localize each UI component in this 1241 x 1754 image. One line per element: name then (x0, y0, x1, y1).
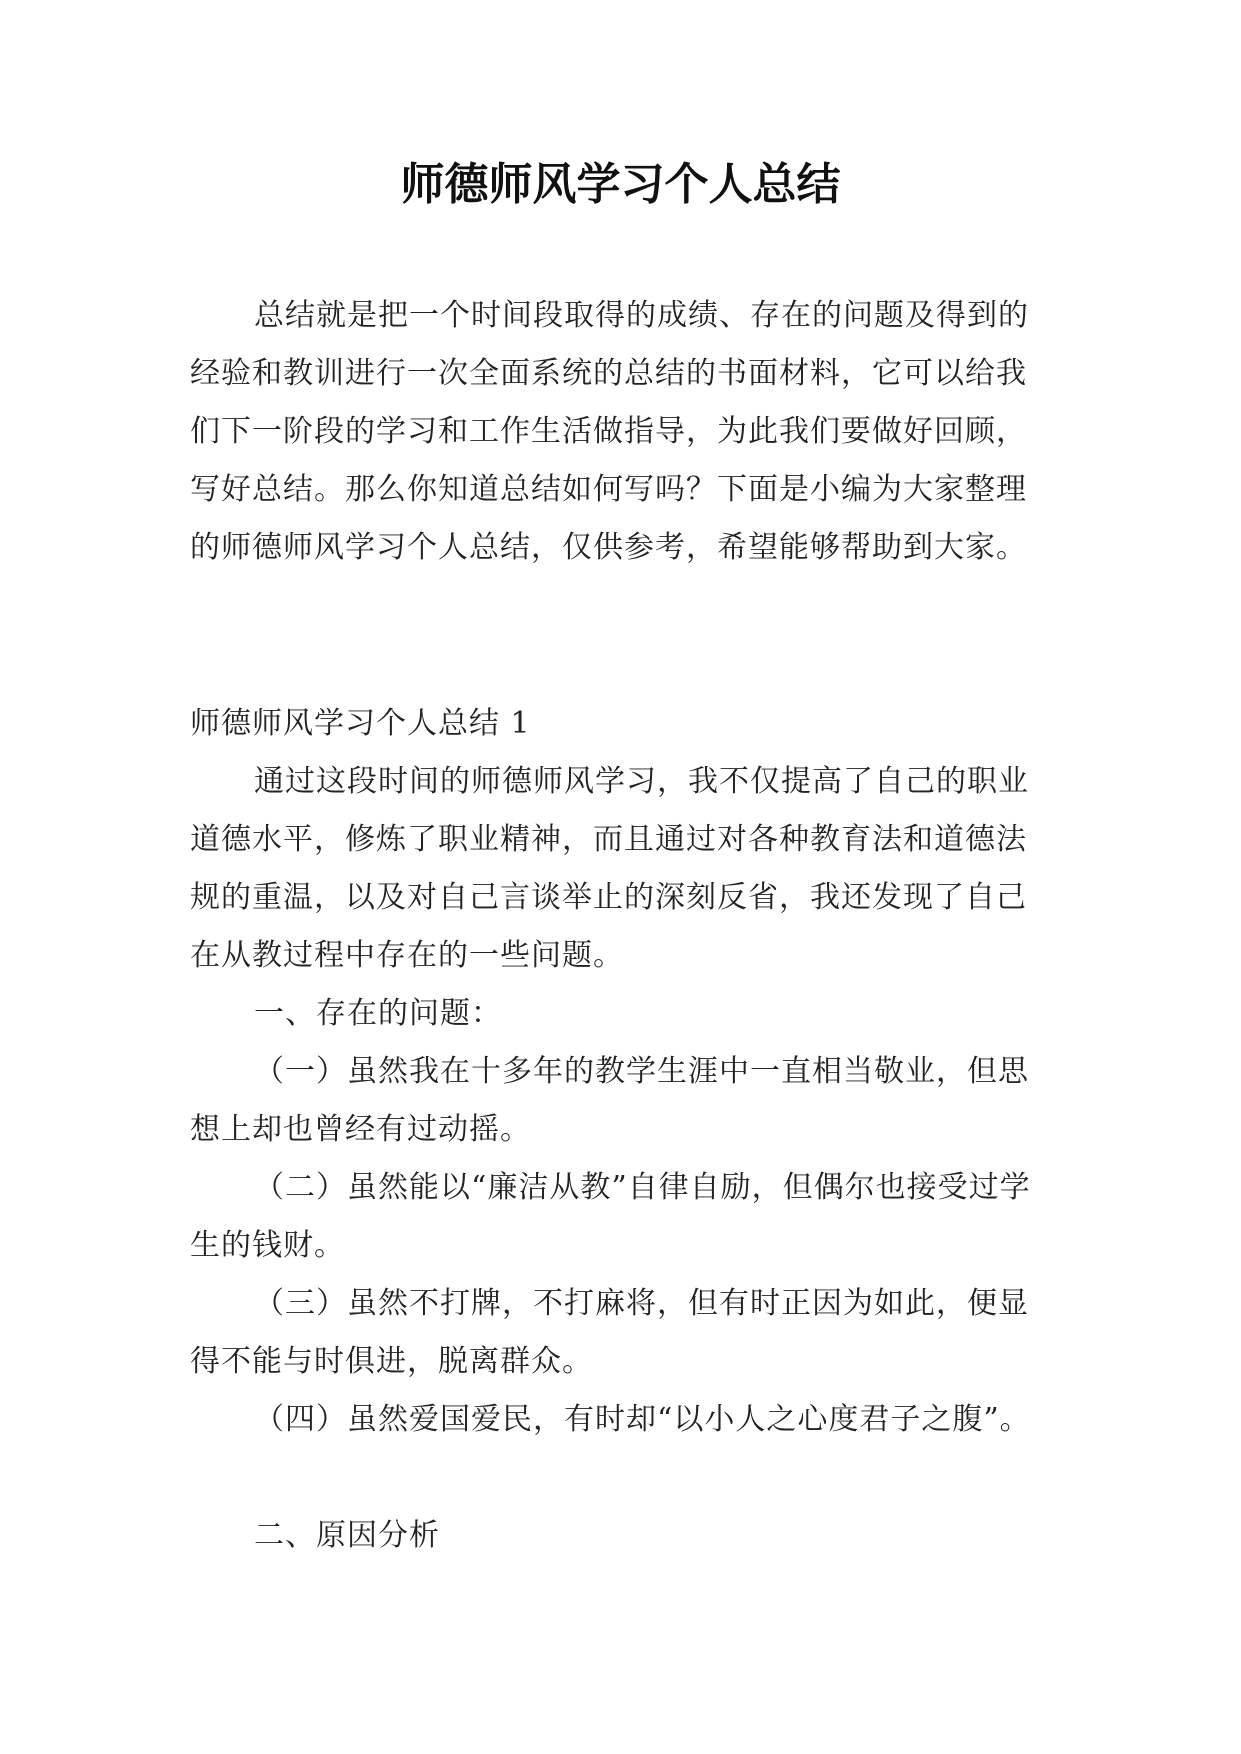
problem-item-3: （三）虽然不打牌，不打麻将，但有时正因为如此，便显得不能与时俱进，脱离群众。 (190, 1286, 1029, 1379)
intro-paragraph: 总结就是把一个时间段取得的成绩、存在的问题及得到的经验和教训进行一次全面系统的总结的书面材料，它可以给我们下一阶段的学习和工作生活做指导，为此我们要做好回顾，写好总结。那么你知道总结如何写吗？下面是小编为大家整理的师德师风学习个人总结，仅供参考，希望能够帮助到大家。 (190, 298, 1029, 565)
section-heading: 师德师风学习个人总结 1 (190, 706, 531, 741)
heading-cause-analysis: 二、原因分析 (254, 1518, 440, 1553)
heading-existing-problems: 一、存在的问题： (254, 996, 502, 1031)
document-title: 师德师风学习个人总结 (400, 159, 841, 210)
paragraph-reflection: 通过这段时间的师德师风学习，我不仅提高了自己的职业道德水平，修炼了职业精神，而且通过对各种教育法和道德法规的重温，以及对自己言谈举止的深刻反省，我还发现了自己在从教过程中存在的一些问题。 (190, 764, 1029, 973)
problem-item-1: （一）虽然我在十多年的教学生涯中一直相当敬业，但思想上却也曾经有过动摇。 (190, 1054, 1029, 1147)
problem-item-4: （四）虽然爱国爱民，有时却“以小人之心度君子之腹”。 (254, 1402, 1031, 1437)
problem-item-2: （二）虽然能以“廉洁从教”自律自励，但偶尔也接受过学生的钱财。 (190, 1170, 1031, 1263)
